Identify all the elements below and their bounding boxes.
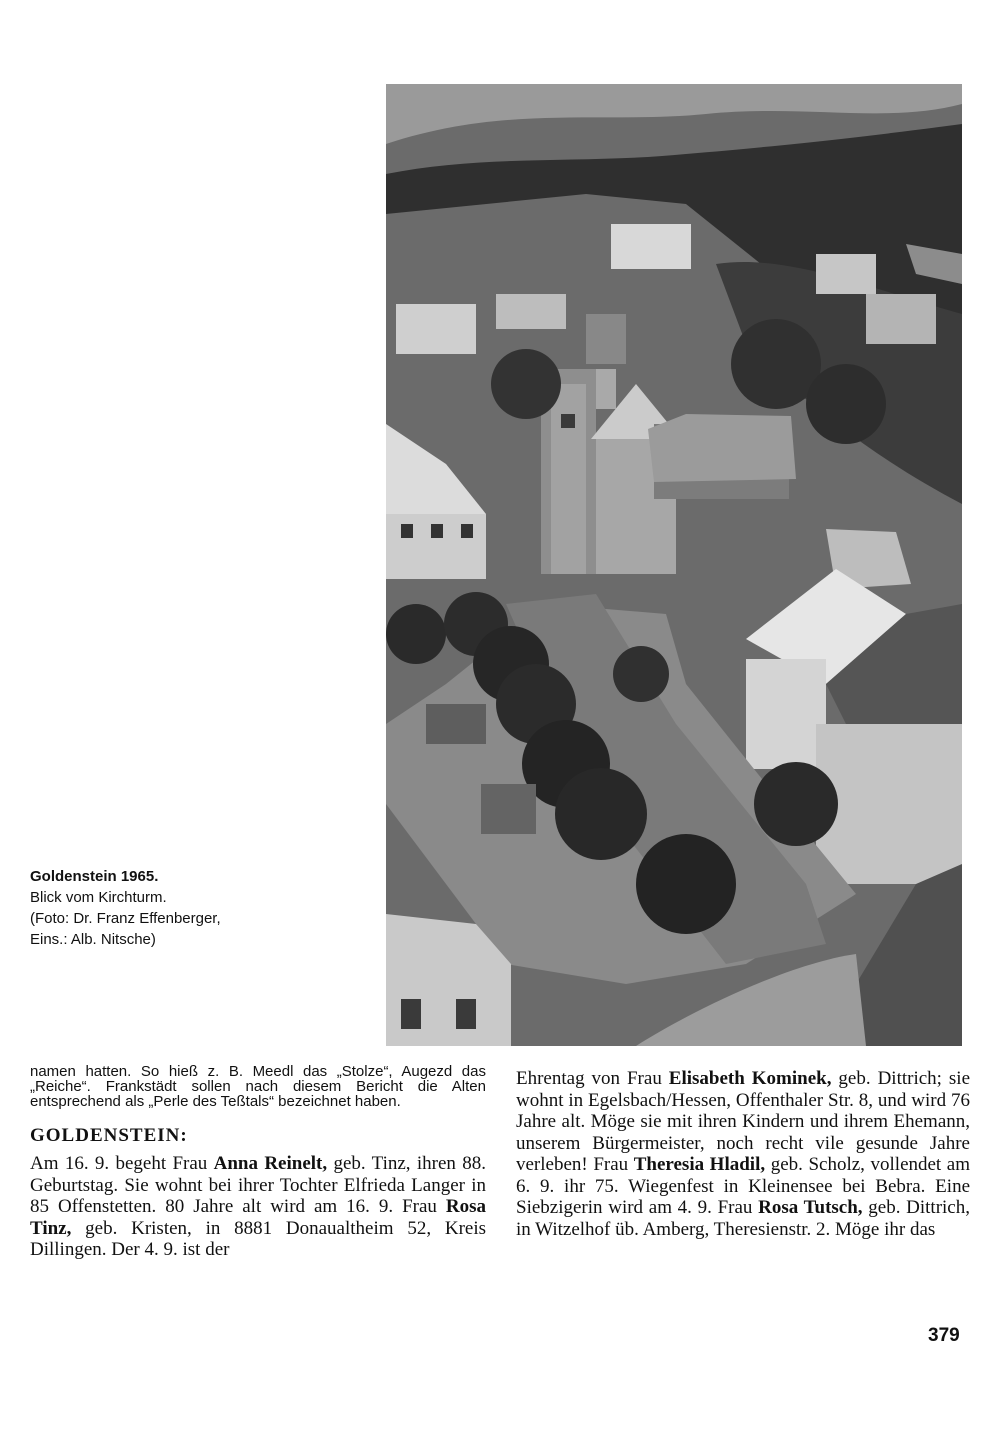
person-name: Elisabeth Kominek, (668, 1068, 832, 1089)
village-photo (386, 84, 962, 1046)
caption-line-1: Blick vom Kirchturm. (30, 889, 167, 906)
right-body-text (516, 1068, 970, 1240)
person-name: Rosa Tutsch, (758, 1197, 863, 1218)
village-aerial-view (386, 84, 962, 1046)
text-segment: geb. Kristen, in 8881 Donaualtheim 52, Kreis Dillingen. Der 4. 9. ist der (30, 1217, 486, 1260)
caption-line-3: Eins.: Alb. Nitsche) (30, 931, 156, 948)
photo-caption (30, 866, 370, 950)
caption-title: Goldenstein 1965. (30, 868, 159, 885)
text-segment: geb. Dittrich, in Witzelhof üb. Amberg, Theresienstr. 2. Möge ihr das (516, 1197, 970, 1240)
text-segment: geb. Tinz, ihren 88. Geburtstag. Sie wohnt bei ihrer Tochter Elfrieda Langer in 85 Offenstetten. 80 Jahre alt wird am 16. 9. Frau (30, 1153, 486, 1217)
right-column (516, 1068, 970, 1240)
caption-line-2: (Foto: Dr. Franz Effenberger, (30, 910, 221, 927)
left-body-text (30, 1153, 486, 1261)
text-segment: Am 16. 9. begeht Frau (30, 1153, 214, 1174)
text-segment: Ehrentag von Frau (516, 1068, 669, 1089)
text-segment: geb. Scholz, vollendet am 6. 9. ihr 75. Wiegenfest in Kleinensee bei Bebra. Eine Siebzigerin wird am 4. 9. Frau (516, 1154, 971, 1218)
section-heading: GOLDENSTEIN: (30, 1125, 188, 1146)
person-name: Rosa Tinz, (30, 1196, 486, 1239)
text-segment: geb. Dittrich; sie wohnt in Egelsbach/Hessen, Offenthaler Str. 8, und wird 76 Jahre alt. Möge sie mit ihren Kindern und ihrem Ehemann, unserem Bürgermeister, noch recht vile gesunde Jahre verleben! Frau (516, 1068, 970, 1175)
page-number: 379 (928, 1325, 960, 1346)
left-column (30, 1064, 486, 1261)
person-name: Anna Reinelt, (213, 1153, 328, 1174)
intro-paragraph: namen hatten. So hieß z. B. Meedl das „Stolze“, Augezd das „Reiche“. Frankstädt sollen nach diesem Bericht die Alten entsprechend als „Perle des Teßtals“ bezeichnet haben. (30, 1063, 486, 1110)
person-name: Theresia Hladil, (633, 1154, 766, 1175)
